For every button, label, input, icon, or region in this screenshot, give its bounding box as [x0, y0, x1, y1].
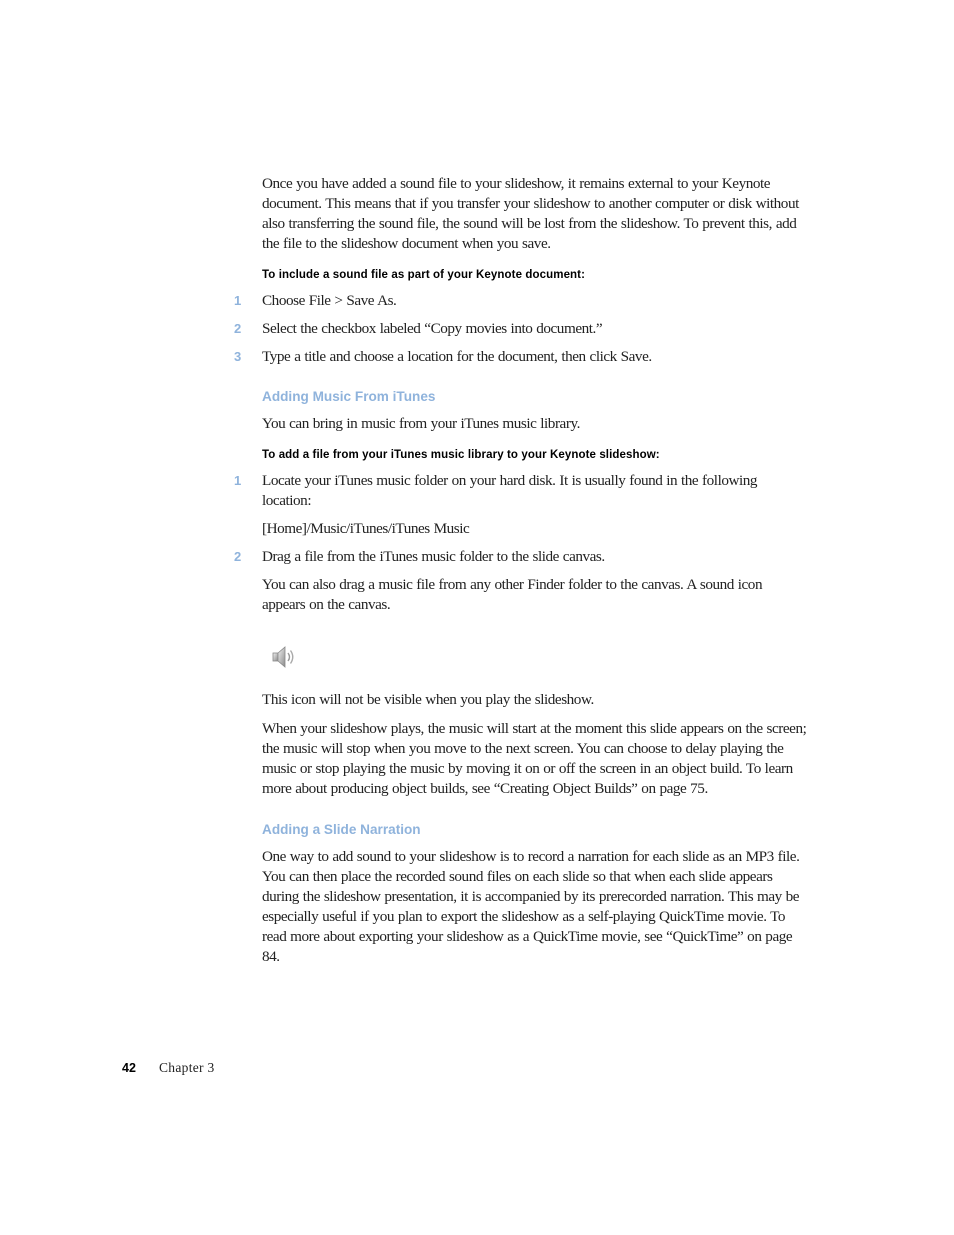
- step-number: 1: [234, 473, 242, 488]
- intro-paragraph: Once you have added a sound file to your slideshow, it remains external to your Keynote document. This means that if you transfer your slideshow to another computer or disk without also transferring the sound file, the sound will be lost from the slideshow. To prevent this, add the file to the slideshow document when you save.: [262, 175, 799, 252]
- page-number: 42: [122, 1061, 136, 1075]
- step-text: Select the checkbox labeled “Copy movies into document.”: [262, 320, 603, 337]
- step-number: 1: [234, 293, 242, 308]
- step-note: You can also drag a music file from any other Finder folder to the canvas. A sound icon appears on the canvas.: [262, 576, 763, 613]
- icon-note: This icon will not be visible when you play the slideshow.: [262, 691, 594, 708]
- step-text: Choose File > Save As.: [262, 292, 397, 309]
- task-title-add-itunes-file: To add a file from your iTunes music library to your Keynote slideshow:: [262, 449, 660, 461]
- step-text: Drag a file from the iTunes music folder to the slide canvas.: [262, 548, 605, 565]
- chapter-label: Chapter 3: [159, 1060, 215, 1075]
- narration-paragraph: One way to add sound to your slideshow is to record a narration for each slide as an MP3 file. You can then place the recorded sound files on each slide so that when each slide appears during the slideshow presentation, it is accompanied by its prerecorded narration. This may be especially useful if you plan to export the slideshow as a self-playing QuickTime movie. To read more about exporting your slideshow as a QuickTime movie, see “QuickTime” on page 84.: [262, 848, 800, 965]
- section-heading-itunes: Adding Music From iTunes: [262, 389, 436, 404]
- playback-paragraph: When your slideshow plays, the music will start at the moment this slide appears on the screen; the music will stop when you move to the next screen. You can choose to delay playing the music or stop playing the music by moving it on or off the screen in an object build. To learn more about producing object builds, see “Creating Object Builds” on page 75.: [262, 720, 807, 797]
- speaker-icon: [270, 644, 298, 670]
- step-text: Type a title and choose a location for the document, then click Save.: [262, 348, 652, 365]
- step-number: 3: [234, 349, 242, 364]
- step-text: Locate your iTunes music folder on your hard disk. It is usually found in the following location:: [262, 472, 758, 509]
- step-number: 2: [234, 321, 242, 336]
- itunes-folder-path: [Home]/Music/iTunes/iTunes Music: [262, 520, 470, 537]
- task-title-include-sound: To include a sound file as part of your Keynote document:: [262, 269, 586, 281]
- step-number: 2: [234, 549, 242, 564]
- itunes-intro: You can bring in music from your iTunes music library.: [262, 415, 580, 432]
- section-heading-narration: Adding a Slide Narration: [262, 822, 421, 837]
